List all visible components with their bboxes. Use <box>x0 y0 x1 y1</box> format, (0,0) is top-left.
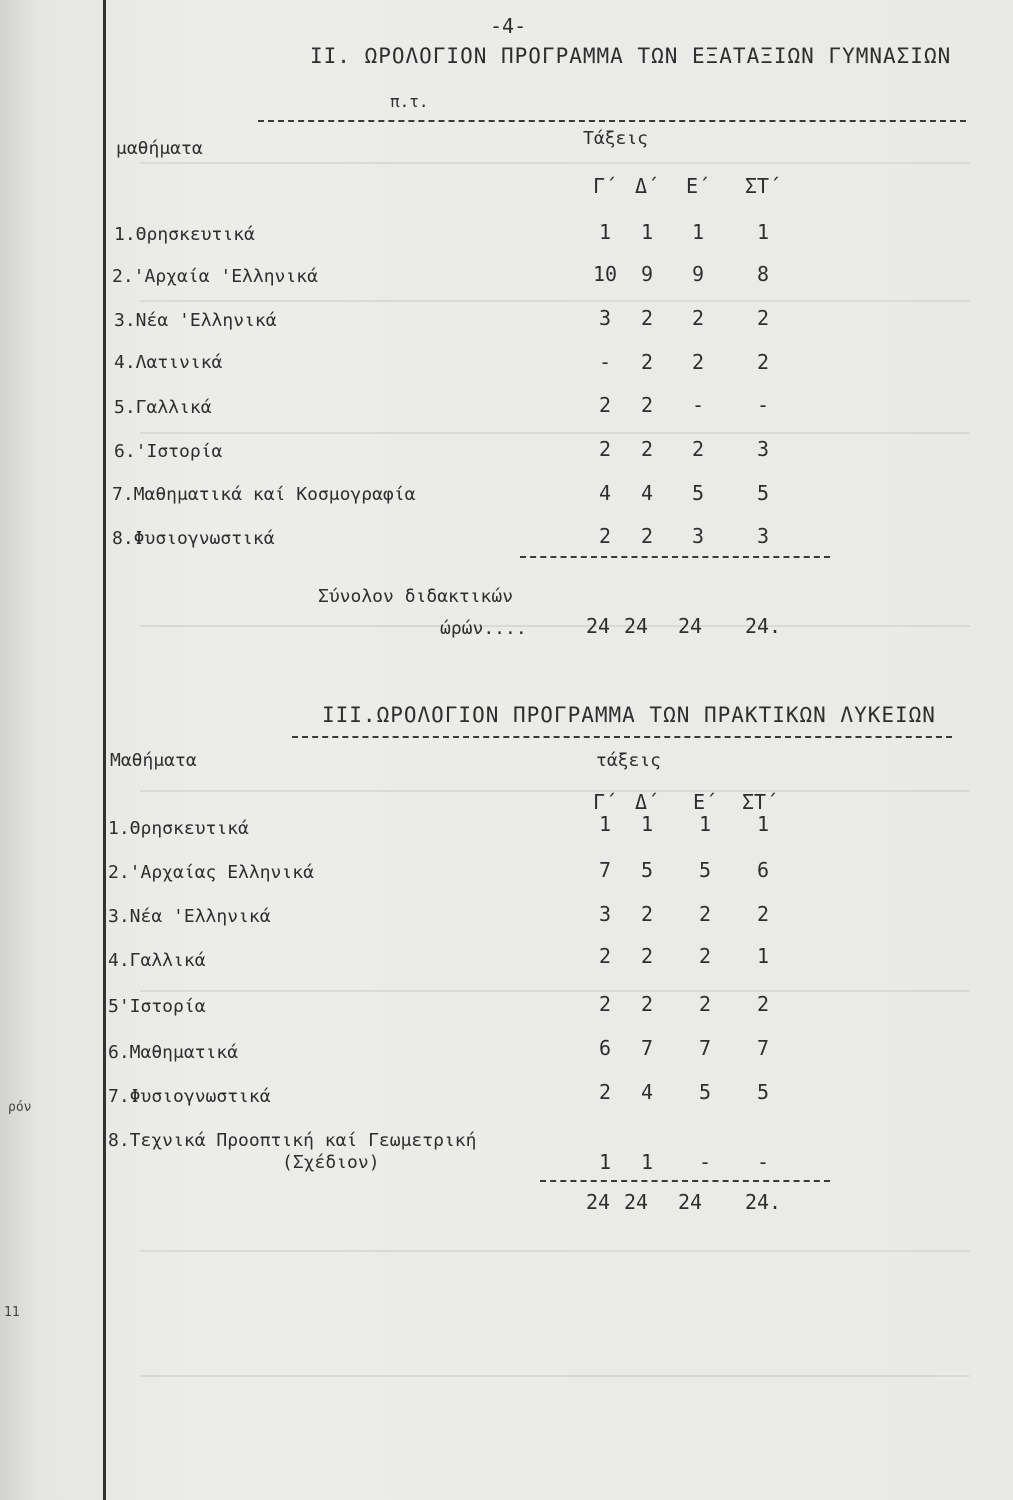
gymnasium-subject: 1.Θρησκευτικά <box>114 224 255 245</box>
gymnasium-hours: 8 <box>756 262 770 286</box>
lyceum-hours: 2 <box>640 902 654 926</box>
gymnasium-total: 24 <box>585 614 611 638</box>
lyceum-subject-note: (Σχέδιον) <box>282 1152 380 1173</box>
gymnasium-hours: 2 <box>691 350 705 374</box>
gymnasium-hours: 2 <box>756 306 770 330</box>
lyceum-hours: - <box>698 1150 712 1174</box>
lyceum-hours: 2 <box>598 992 612 1016</box>
lyceum-subject: 6.Μαθηματικά <box>108 1042 239 1063</box>
gymnasium-subject: 5.Γαλλικά <box>114 397 212 418</box>
lyceum-subject: 5'Ιστορία <box>108 996 206 1017</box>
lyceum-hours: 7 <box>598 858 612 882</box>
lyceum-hours: 1 <box>640 1150 654 1174</box>
lyceum-hours: 1 <box>756 812 770 836</box>
gymnasium-total: 24 <box>623 614 649 638</box>
gymnasium-hours: 2 <box>640 306 654 330</box>
gymnasium-hours: 1 <box>691 220 705 244</box>
lyceum-subject: 3.Νέα 'Ελληνικά <box>108 906 271 927</box>
gymnasium-hours: - <box>756 393 770 417</box>
lyceum-subject: 2.'Αρχαίας Ελληνικά <box>108 862 314 883</box>
gymnasium-hours: 9 <box>691 262 705 286</box>
lyceum-hours: 2 <box>756 902 770 926</box>
lyceum-subject: 4.Γαλλικά <box>108 950 206 971</box>
lyceum-title-rule <box>292 736 952 738</box>
lyceum-subject: 7.Φυσιογνωστικά <box>108 1086 271 1107</box>
lyceum-classes-header: τάξεις <box>596 750 662 771</box>
lyceum-hours: 7 <box>640 1036 654 1060</box>
gymnasium-hours: 5 <box>691 481 705 505</box>
lyceum-hours: 1 <box>698 812 712 836</box>
gymnasium-hours: 2 <box>640 350 654 374</box>
gymnasium-title-rule <box>258 120 966 122</box>
gymnasium-subject: 7.Μαθηματικά καί Κοσμογραφία <box>112 484 416 505</box>
gymnasium-total: 24 <box>677 614 703 638</box>
gymnasium-subject: 4.Λατινικά <box>114 352 223 373</box>
gymnasium-hours: 4 <box>598 481 612 505</box>
gymnasium-subjects-header: μαθήματα <box>116 138 203 159</box>
lyceum-hours: 3 <box>598 902 612 926</box>
lyceum-total: 24 <box>677 1190 703 1214</box>
lyceum-subjects-header: Μαθήματα <box>110 750 197 771</box>
margin-note-bottom: 11 <box>4 1305 20 1320</box>
gymnasium-hours: 1 <box>756 220 770 244</box>
lyceum-hours: 2 <box>598 1080 612 1104</box>
lyceum-class-label: ΣΤ΄ <box>741 790 779 814</box>
lyceum-hours: 1 <box>598 812 612 836</box>
gymnasium-class-label: ΣΤ΄ <box>744 174 782 198</box>
lyceum-hours: 7 <box>698 1036 712 1060</box>
gymnasium-hours: 2 <box>598 437 612 461</box>
lyceum-total: 24. <box>744 1190 782 1214</box>
gymnasium-subject: 6.'Ιστορία <box>114 441 223 462</box>
gymnasium-hours: 2 <box>640 437 654 461</box>
gymnasium-title: II. ΩΡΟΛΟΓΙΟΝ ΠΡΟΓΡΑΜΜΑ ΤΩΝ ΕΞΑΤΑΞΙΩΝ ΓΥΜΝΑΣΙΩΝ <box>310 44 952 68</box>
gymnasium-hours: 1 <box>598 220 612 244</box>
gymnasium-classes-header: Τάξεις <box>583 128 649 149</box>
lyceum-total: 24 <box>585 1190 611 1214</box>
lyceum-hours: 6 <box>598 1036 612 1060</box>
lyceum-hours: 1 <box>598 1150 612 1174</box>
lyceum-hours: 5 <box>756 1080 770 1104</box>
lyceum-class-label: Γ΄ <box>592 790 618 814</box>
lyceum-hours: 5 <box>698 858 712 882</box>
lyceum-hours: 1 <box>640 812 654 836</box>
gymnasium-class-label: Δ΄ <box>634 174 660 198</box>
gymnasium-hours: 1 <box>640 220 654 244</box>
lyceum-hours: 2 <box>598 944 612 968</box>
lyceum-hours: - <box>756 1150 770 1174</box>
gymnasium-hours: 9 <box>640 262 654 286</box>
gymnasium-hours: 3 <box>691 524 705 548</box>
gymnasium-class-label: Γ΄ <box>592 174 618 198</box>
lyceum-class-label: Ε΄ <box>692 790 718 814</box>
lyceum-hours: 5 <box>640 858 654 882</box>
gymnasium-total: 24. <box>744 614 782 638</box>
gymnasium-hours: 3 <box>598 306 612 330</box>
lyceum-hours: 2 <box>756 992 770 1016</box>
gymnasium-subtitle: π.τ. <box>390 92 429 111</box>
gymnasium-hours: 5 <box>756 481 770 505</box>
binding-line <box>103 0 106 1500</box>
lyceum-class-label: Δ΄ <box>634 790 660 814</box>
lyceum-hours: 5 <box>698 1080 712 1104</box>
gymnasium-hours: 2 <box>598 524 612 548</box>
lyceum-hours: 2 <box>640 992 654 1016</box>
lyceum-sum-rule <box>540 1180 830 1182</box>
gymnasium-hours: 2 <box>756 350 770 374</box>
gymnasium-hours: 3 <box>756 437 770 461</box>
gymnasium-hours: 2 <box>598 393 612 417</box>
lyceum-total: 24 <box>623 1190 649 1214</box>
gymnasium-hours: 2 <box>691 437 705 461</box>
gymnasium-hours: 2 <box>691 306 705 330</box>
gymnasium-total-label-hours: ώρών.... <box>440 618 527 639</box>
lyceum-hours: 1 <box>756 944 770 968</box>
lyceum-hours: 7 <box>756 1036 770 1060</box>
margin-note-top: ρόν <box>8 1100 32 1115</box>
gymnasium-hours: - <box>691 393 705 417</box>
gymnasium-subject: 2.'Αρχαία 'Ελληνικά <box>112 266 318 287</box>
lyceum-hours: 4 <box>640 1080 654 1104</box>
lyceum-hours: 2 <box>698 902 712 926</box>
lyceum-hours: 2 <box>698 944 712 968</box>
gymnasium-hours: 10 <box>592 262 618 286</box>
gymnasium-subject: 3.Νέα 'Ελληνικά <box>114 310 277 331</box>
lyceum-title: III.ΩΡΟΛΟΓΙΟΝ ΠΡΟΓΡΑΜΜΑ ΤΩΝ ΠΡΑΚΤΙΚΩΝ ΛΥΚΕΙΩΝ <box>322 703 936 727</box>
gymnasium-hours: 4 <box>640 481 654 505</box>
page-number: -4- <box>490 14 527 38</box>
gymnasium-hours: 3 <box>756 524 770 548</box>
lyceum-hours: 2 <box>640 944 654 968</box>
gymnasium-class-label: Ε΄ <box>685 174 711 198</box>
lyceum-hours: 2 <box>698 992 712 1016</box>
lyceum-subject: 8.Τεχνικά Προοπτική καί Γεωμετρική <box>108 1130 477 1151</box>
gymnasium-subject: 8.Φυσιογνωστικά <box>112 528 275 549</box>
gymnasium-sum-rule <box>520 556 830 558</box>
gymnasium-total-label: Σύνολον διδακτικών <box>318 586 514 607</box>
gymnasium-hours: 2 <box>640 393 654 417</box>
gymnasium-hours: - <box>598 350 612 374</box>
lyceum-hours: 6 <box>756 858 770 882</box>
lyceum-subject: 1.Θρησκευτικά <box>108 818 249 839</box>
gymnasium-hours: 2 <box>640 524 654 548</box>
